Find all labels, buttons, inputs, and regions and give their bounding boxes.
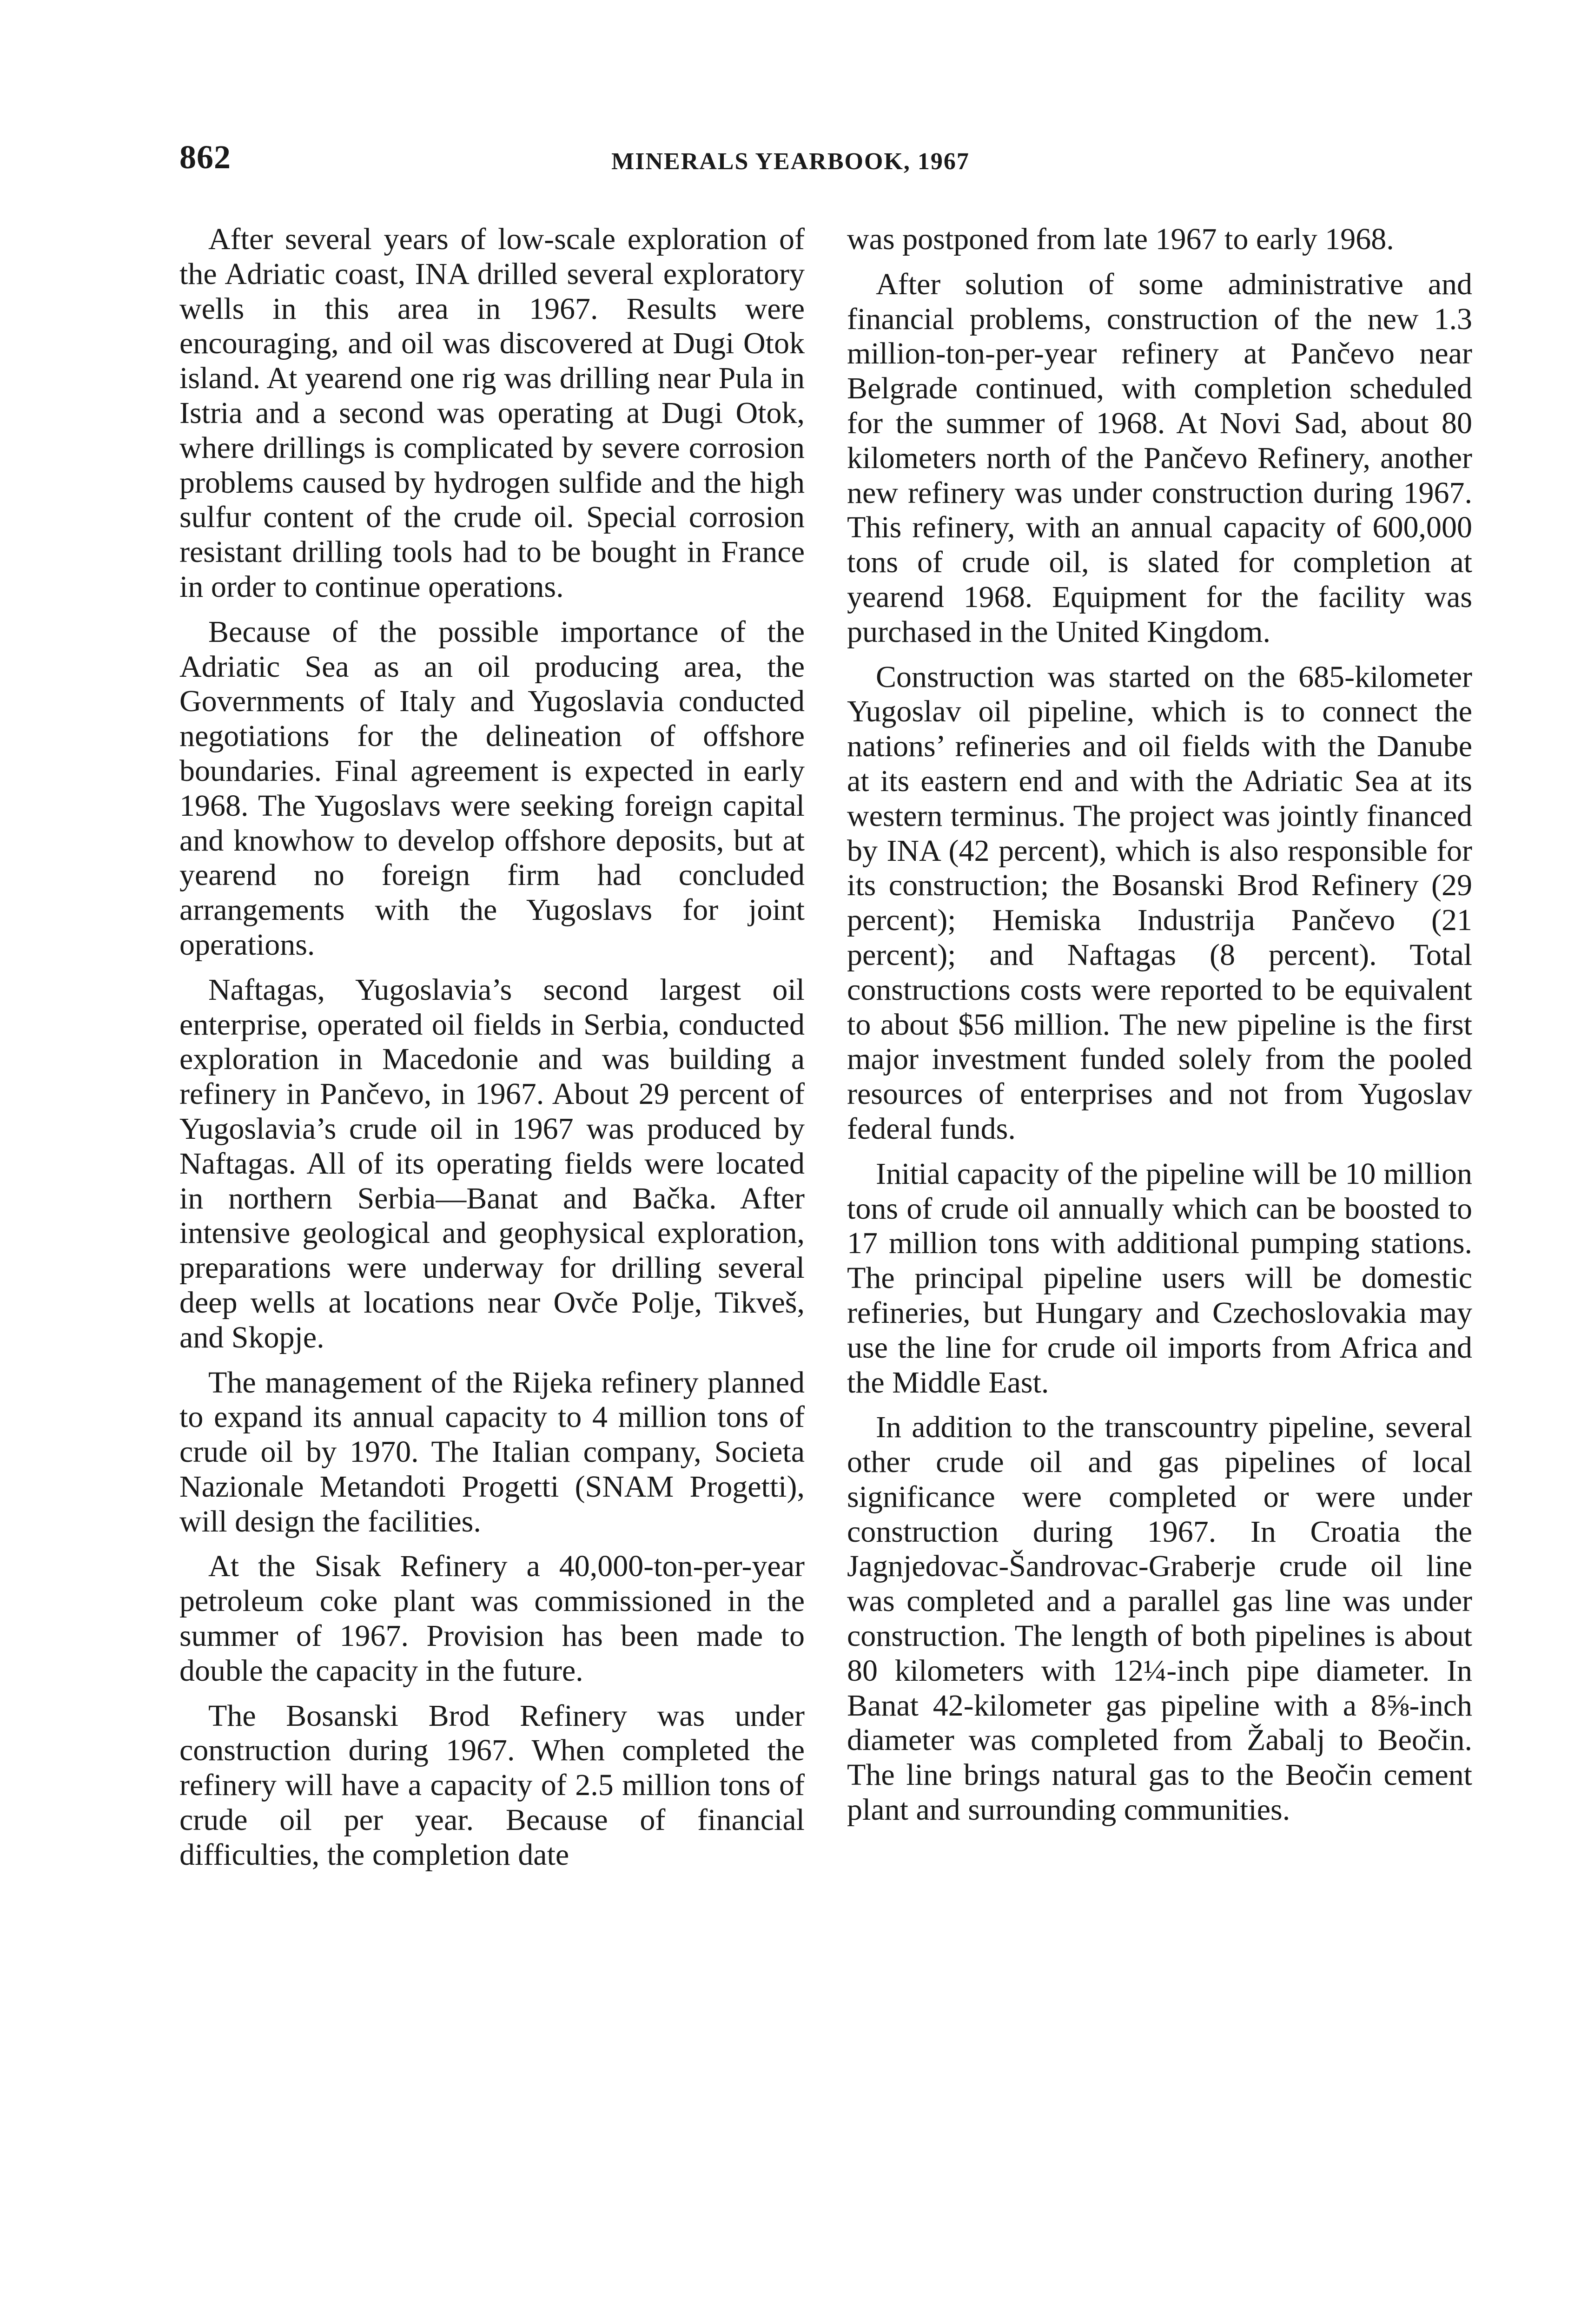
right-column [847, 222, 1472, 1838]
paragraph-sisak-refinery: At the Sisak Refinery a 40,000-ton-per-year petroleum coke plant was commissioned in the summer of 1967. Provision has been made to double the capacity in the future. [179, 1549, 805, 1688]
running-title: MINERALS YEARBOOK, 1967 [611, 148, 970, 175]
paragraph-pipeline-capacity: Initial capacity of the pipeline will be 10 million tons of crude oil annually which can be boosted to 17 million tons with additional pumping stations. The principal pipeline users will be domestic refineries, but Hungary and Czechoslovakia may use the line for crude oil imports from Africa and the Middle East. [847, 1156, 1472, 1400]
paragraph-bosanski-brod-refinery: The Bosanski Brod Refinery was under construction during 1967. When completed the refinery will have a capacity of 2.5 million tons of crude oil per year. Because of financial difficulties, the completion date [179, 1698, 805, 1872]
paragraph-continuation: was postponed from late 1967 to early 1968. [847, 222, 1394, 256]
page-number: 862 [179, 139, 231, 176]
paragraph-local-pipelines: In addition to the transcountry pipeline, several other crude oil and gas pipelines of local significance were completed or were under construction during 1967. In Croatia the Jagnjedovac-Šandrovac-Graberje crude oil line was completed and a parallel gas line was under construction. The length of both pipelines is about 80 kilometers with 12¼-inch pipe diameter. In Banat 42-kilometer gas pipeline with a 8⅝-inch diameter was completed from Žabalj to Beočin. The line brings natural gas to the Beočin cement plant and surrounding communities. [847, 1410, 1472, 1827]
paragraph-adriatic-exploration: After several years of low-scale exploration of the Adriatic coast, INA drilled several exploratory wells in this area in 1967. Results were encouraging, and oil was discovered at Dugi Otok island. At yearend one rig was drilling near Pula in Istria and a second was operating at Dugi Otok, where drillings is complicated by severe corrosion problems caused by hydrogen sulfide and the high sulfur content of the crude oil. Special corrosion resistant drilling tools had to be bought in France in order to continue operations. [179, 222, 805, 604]
paragraph-rijeka-refinery: The management of the Rijeka refinery planned to expand its annual capacity to 4 million tons of crude oil by 1970. The Italian company, Societa Nazionale Metandoti Progetti (SNAM Progetti), will design the facilities. [179, 1365, 805, 1538]
paragraph-pipeline-construction: Construction was started on the 685-kilometer Yugoslav oil pipeline, which is to connect the nations’ refineries and oil fields with the Danube at its eastern end and with the Adriatic Sea at its western terminus. The project was jointly financed by INA (42 percent), which is also responsible for its construction; the Bosanski Brod Refinery (29 percent); Hemiska Industrija Pančevo (21 percent); and Naftagas (8 percent). Total constructions costs were reported to be equivalent to about $56 million. The new pipeline is the first major investment funded solely from the pooled resources of enterprises and not from Yugoslav federal funds. [847, 660, 1472, 1146]
paragraph-offshore-boundaries: Because of the possible importance of the Adriatic Sea as an oil producing area, the Governments of Italy and Yugoslavia conducted negotiations for the delineation of offshore boundaries. Final agreement is expected in early 1968. The Yugoslavs were seeking foreign capital and knowhow to develop offshore deposits, but at yearend no foreign firm had concluded arrangements with the Yugoslavs for joint operations. [179, 614, 805, 962]
paragraph-pancevo-novi-sad: After solution of some administrative and financial problems, construction of the new 1.3 million-ton-per-year refinery at Pančevo near Belgrade continued, with completion scheduled for the summer of 1968. At Novi Sad, about 80 kilometers north of the Pančevo Refinery, another new refinery was under construction during 1967. This refinery, with an annual capacity of 600,000 tons of crude oil, is slated for completion at yearend 1968. Equipment for the facility was purchased in the United Kingdom. [847, 267, 1472, 649]
left-column [179, 222, 805, 1883]
paragraph-naftagas: Naftagas, Yugoslavia’s second largest oil enterprise, operated oil fields in Serbia, conducted exploration in Macedonie and was building a refinery in Pančevo, in 1967. About 29 percent of Yugoslavia’s crude oil in 1967 was produced by Naftagas. All of its operating fields were located in northern Serbia—Banat and Bačka. After intensive geological and geophysical exploration, preparations were underway for drilling several deep wells at locations near Ovče Polje, Tikveš, and Skopje. [179, 972, 805, 1354]
